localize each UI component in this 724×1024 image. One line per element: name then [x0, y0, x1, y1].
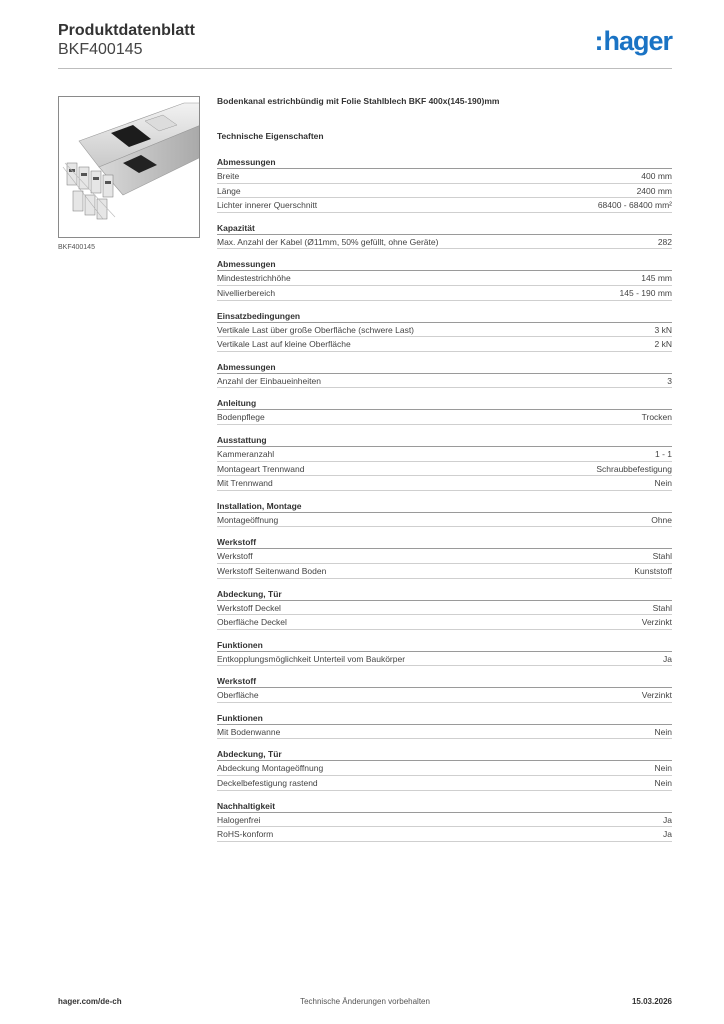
spec-label: Breite — [217, 171, 240, 181]
spec-section — [217, 676, 672, 703]
spec-value: Schraubbefestigung — [596, 463, 672, 474]
spec-label: Länge — [217, 185, 241, 196]
hager-logo — [594, 26, 672, 56]
spec-label: Bodenpflege — [217, 412, 265, 423]
spec-row — [217, 601, 672, 616]
section-heading: Werkstoff — [217, 537, 672, 549]
product-image — [58, 96, 200, 238]
spec-value: Kunststoff — [634, 565, 672, 576]
spec-label: Abdeckung Montageöffnung — [217, 763, 324, 774]
spec-label: Mit Trennwand — [217, 478, 273, 489]
spec-value: 2 kN — [654, 339, 672, 350]
floor-duct-illustration — [59, 97, 200, 238]
section-heading: Abdeckung, Tür — [217, 589, 672, 601]
product-name: Bodenkanal estrichbündig mit Folie Stahlblech BKF 400x(145-190)mm — [217, 96, 500, 106]
spec-label: Oberfläche — [217, 690, 259, 701]
spec-row — [217, 184, 672, 199]
spec-sections — [217, 157, 672, 842]
spec-value: Nein — [654, 726, 672, 737]
section-heading: Abmessungen — [217, 259, 672, 271]
spec-section — [217, 501, 672, 528]
spec-row — [217, 169, 672, 184]
spec-section — [217, 157, 672, 213]
spec-label: Werkstoff Seitenwand Boden — [217, 565, 327, 576]
spec-label: Kammeranzahl — [217, 448, 275, 459]
image-caption: BKF400145 — [58, 244, 95, 251]
spec-label: RoHS-konform — [217, 829, 274, 840]
spec-value: Stahl — [652, 602, 672, 613]
document-title: Produktdatenblatt — [58, 22, 195, 39]
spec-label: Deckelbefestigung rastend — [217, 778, 318, 789]
spec-row — [217, 374, 672, 389]
section-heading: Ausstattung — [217, 435, 672, 447]
spec-label: Vertikale Last über große Oberfläche (schwere Last) — [217, 324, 415, 335]
spec-row — [217, 688, 672, 703]
spec-row — [217, 447, 672, 462]
spec-row — [217, 235, 672, 250]
spec-value: Ja — [663, 653, 672, 664]
spec-row — [217, 827, 672, 842]
spec-value: Stahl — [652, 551, 672, 562]
spec-section — [217, 713, 672, 740]
spec-value: Verzinkt — [641, 690, 672, 701]
product-details — [217, 95, 672, 842]
spec-section — [217, 640, 672, 667]
spec-section — [217, 398, 672, 425]
spec-value: Nein — [654, 478, 672, 489]
spec-row — [217, 652, 672, 667]
section-heading: Installation, Montage — [217, 501, 672, 513]
spec-label: Lichter innerer Querschnitt — [217, 200, 318, 211]
spec-row — [217, 286, 672, 301]
logo-colon: : — [594, 26, 603, 56]
spec-label: Anzahl der Einbaueinheiten — [217, 375, 321, 386]
spec-section — [217, 259, 672, 300]
section-heading: Abdeckung, Tür — [217, 749, 672, 761]
spec-row — [217, 476, 672, 491]
section-heading: Abmessungen — [217, 362, 672, 374]
spec-row — [217, 725, 672, 740]
spec-section — [217, 749, 672, 790]
spec-value: 2400 mm — [636, 185, 672, 196]
spec-section — [217, 801, 672, 842]
footer-website-link[interactable]: hager.com/de-ch — [58, 997, 122, 1006]
spec-label: Werkstoff — [217, 551, 253, 562]
spec-value: 400 mm — [641, 171, 672, 181]
spec-value: 3 kN — [654, 324, 672, 335]
spec-value: 1 - 1 — [654, 448, 672, 459]
spec-value: 145 mm — [641, 273, 672, 284]
spec-row — [217, 564, 672, 579]
footer-notice: Technische Änderungen vorbehalten — [300, 997, 430, 1006]
section-heading: Werkstoff — [217, 676, 672, 688]
spec-label: Mindestestrichhöhe — [217, 273, 291, 284]
spec-label: Max. Anzahl der Kabel (Ø11mm, 50% gefüllt, ohne Geräte) — [217, 236, 439, 247]
spec-value: Nein — [654, 763, 672, 774]
spec-value: Ohne — [651, 514, 672, 525]
technical-properties-title: Technische Eigenschaften — [217, 131, 324, 141]
footer-date: 15.03.2026 — [631, 997, 672, 1006]
section-heading: Abmessungen — [217, 157, 672, 169]
spec-row — [217, 410, 672, 425]
article-number: BKF400145 — [58, 41, 143, 58]
spec-row — [217, 813, 672, 828]
spec-row — [217, 761, 672, 776]
spec-value: Ja — [663, 829, 672, 840]
spec-section — [217, 435, 672, 491]
spec-section — [217, 362, 672, 389]
section-heading: Kapazität — [217, 223, 672, 235]
spec-label: Nivellierbereich — [217, 287, 276, 298]
spec-label: Entkopplungsmöglichkeit Unterteil vom Baukörper — [217, 653, 406, 664]
spec-row — [217, 198, 672, 213]
spec-section — [217, 223, 672, 250]
logo-text: hager — [603, 26, 672, 56]
section-heading: Anleitung — [217, 398, 672, 410]
spec-section — [217, 311, 672, 352]
spec-value: Nein — [654, 778, 672, 789]
spec-label: Halogenfrei — [217, 814, 261, 825]
spec-value: 68400 - 68400 mm² — [597, 200, 672, 211]
spec-value: Ja — [663, 814, 672, 825]
section-heading: Nachhaltigkeit — [217, 801, 672, 813]
spec-row — [217, 271, 672, 286]
spec-row — [217, 462, 672, 477]
spec-section — [217, 537, 672, 578]
spec-label: Montageart Trennwand — [217, 463, 305, 474]
section-heading: Einsatzbedingungen — [217, 311, 672, 323]
section-heading: Funktionen — [217, 640, 672, 652]
spec-label: Oberfläche Deckel — [217, 617, 287, 628]
spec-row — [217, 549, 672, 564]
spec-value: 145 - 190 mm — [619, 287, 672, 298]
spec-value: 282 — [657, 236, 672, 247]
spec-label: Mit Bodenwanne — [217, 726, 281, 737]
spec-section — [217, 589, 672, 630]
spec-label: Montageöffnung — [217, 514, 279, 525]
spec-value: Trocken — [641, 412, 672, 423]
header-divider — [58, 68, 672, 69]
spec-row — [217, 513, 672, 528]
spec-label: Werkstoff Deckel — [217, 602, 281, 613]
spec-value: Verzinkt — [641, 617, 672, 628]
spec-row — [217, 337, 672, 352]
section-heading: Funktionen — [217, 713, 672, 725]
spec-label: Vertikale Last auf kleine Oberfläche — [217, 339, 351, 350]
spec-row — [217, 776, 672, 791]
spec-value: 3 — [667, 375, 672, 386]
spec-row — [217, 615, 672, 630]
page-header — [58, 22, 672, 70]
spec-row — [217, 323, 672, 338]
